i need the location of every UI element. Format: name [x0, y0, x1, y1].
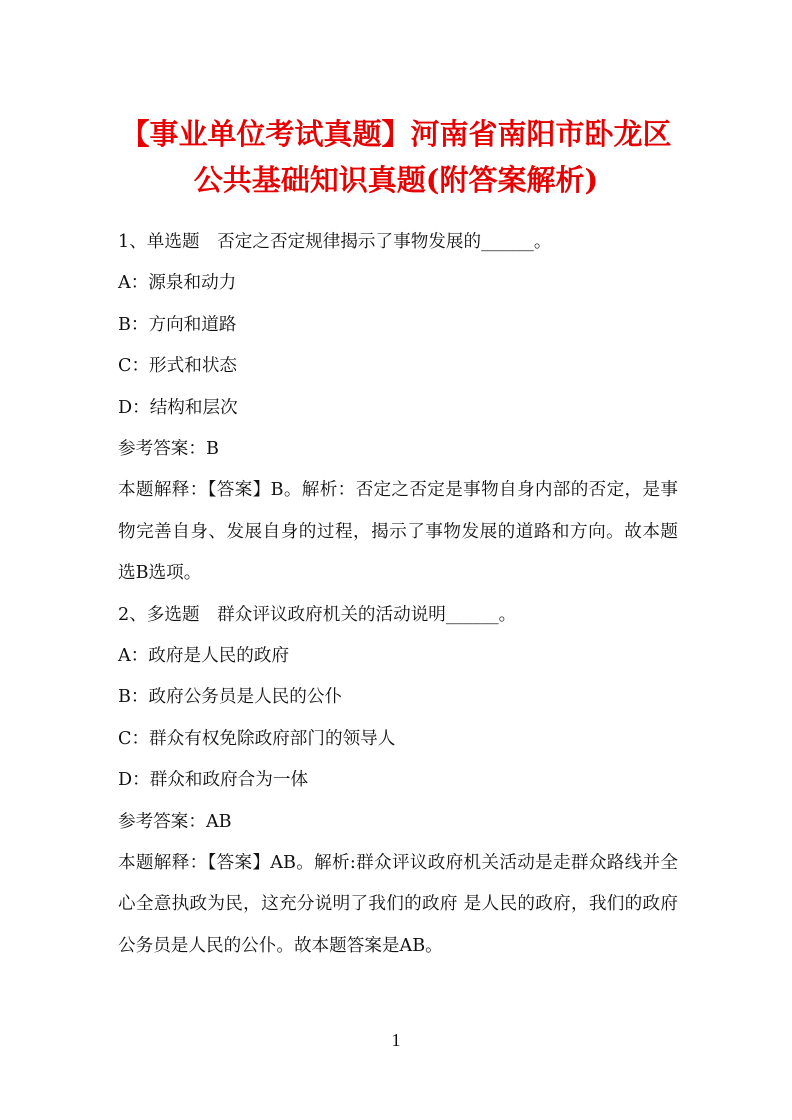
reference-answer: 参考答案：AB: [118, 811, 232, 832]
option-b: B：方向和道路: [118, 314, 237, 335]
option-a: A：源泉和动力: [118, 273, 237, 294]
explanation: 本题解释：【答案】AB。解析:群众评议政府机关活动是走群众路线并全心全意执政为民，这充分说明了我们的政府 是人民的政府，我们的政府公务员是人民的公仆。故本题答案是AB。: [118, 852, 678, 956]
page-number: 1: [391, 1030, 401, 1050]
document-body: [118, 222, 678, 967]
title-line-2: 公共基础知识真题(附答案解析): [193, 163, 599, 197]
option-c: C：群众有权免除政府部门的领导人: [118, 728, 396, 749]
option-d: D：结构和层次: [118, 397, 238, 418]
title-line-1: 【事业单位考试真题】河南省南阳市卧龙区: [120, 117, 672, 151]
question-stem: 1、单选题 否定之否定规律揭示了事物发展的______。: [118, 232, 552, 252]
reference-answer: 参考答案：B: [118, 438, 219, 459]
explanation: 本题解释：【答案】B。解析：否定之否定是事物自身内部的否定，是事物完善自身、发展自身的过程，揭示了事物发展的道路和方向。故本题选B选项。: [118, 480, 678, 584]
option-c: C：形式和状态: [118, 356, 238, 377]
question-stem: 2、多选题 群众评议政府机关的活动说明______。: [118, 604, 517, 625]
question-1: [118, 222, 678, 595]
question-2: [118, 595, 678, 968]
option-a: A：政府是人民的政府: [118, 645, 290, 666]
option-d: D：群众和政府合为一体: [118, 770, 309, 791]
option-b: B：政府公务员是人民的公仆: [118, 687, 343, 708]
